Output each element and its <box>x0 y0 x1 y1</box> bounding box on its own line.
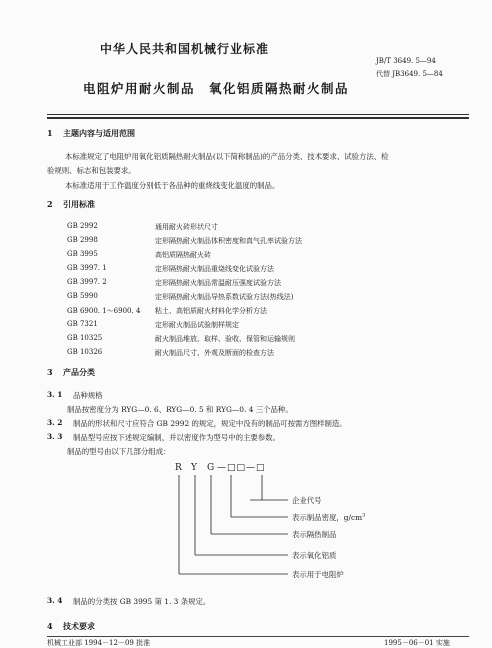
reference-name: 耐火制品堆放、取样、验收、保管和运输规则 <box>155 335 295 343</box>
clause-3-2-text: 制品的形状和尺寸应符合 GB 2992 的规定，规定中没有的制品可按需方图样制造。 <box>73 419 347 428</box>
section-2-number: 2 <box>47 199 53 209</box>
model-label-density-text: 表示制品密度，g/cm <box>292 513 363 522</box>
reference-code: GB 3997. 2 <box>67 278 107 286</box>
reference-name: 定形隔热耐火制品体积密度和真气孔率试验方法 <box>155 237 302 245</box>
section-3-number: 3 <box>47 367 53 377</box>
approval-date: 机械工业部 1994－12－09 批准 <box>47 639 151 647</box>
clause-3-1-text: 制品按密度分为 RYG—0. 6、RYG—0. 5 和 RYG—0. 4 三个品种。 <box>67 405 293 414</box>
model-code-letter-g: G <box>207 463 215 473</box>
reference-code: GB 7321 <box>67 320 98 328</box>
clause-3-3-subtext: 制品的型号由以下几部分组成： <box>67 447 171 456</box>
model-label-company-code: 企业代号 <box>292 496 322 505</box>
reference-code: GB 5990 <box>67 292 98 300</box>
reference-name: 耐火制品尺寸、外观及断面的检查方法 <box>155 349 274 357</box>
standard-number: JB/T 3649. 5—94 <box>376 57 436 65</box>
clause-3-2-number: 3. 2 <box>47 418 63 427</box>
model-label-density <box>292 512 365 523</box>
reference-code: GB 3997. 1 <box>67 264 107 272</box>
reference-code: GB 6900. 1～6900. 4 <box>67 307 141 315</box>
reference-code: GB 10326 <box>67 348 103 356</box>
clause-3-4-text: 制品的分类按 GB 3995 第 1. 3 条规定。 <box>73 597 211 606</box>
model-code-letter-r: R <box>175 463 182 473</box>
issuing-organization: 中华人民共和国机械行业标准 <box>100 42 270 56</box>
footer-rule <box>47 636 469 637</box>
reference-name: 定形隔热耐火制品常温耐压强度试验方法 <box>155 279 281 287</box>
reference-name: 通用耐火砖形状尺寸 <box>155 223 218 231</box>
model-code-tail: —□□—□ <box>217 463 266 473</box>
reference-code: GB 2992 <box>67 222 98 230</box>
reference-name: 粘土、高铝质耐火材料化学分析方法 <box>155 307 267 315</box>
model-label-alumina: 表示氧化铝质 <box>292 551 337 560</box>
model-label-resistance-furnace: 表示用于电阻炉 <box>292 570 344 579</box>
section-1-paragraph-1b: 验规则、标志和包装要求。 <box>47 166 136 175</box>
model-code-letter-y: Y <box>191 463 197 473</box>
reference-code: GB 10325 <box>67 334 103 342</box>
section-1-number: 1 <box>47 128 53 138</box>
section-1-paragraph-2: 本标准适用于工作温度分别低于各品种的重烧线变化温度的制品。 <box>65 181 280 190</box>
clause-3-3-number: 3. 3 <box>47 432 63 441</box>
clause-3-1-number: 3. 1 <box>47 390 63 399</box>
section-1-paragraph-1a: 本标准规定了电阻炉用氧化铝质隔热耐火制品(以下简称制品)的产品分类、技术要求、试验方法、检 <box>65 152 389 161</box>
reference-name: 定形隔热耐火制品重烧线变化试验方法 <box>155 265 274 273</box>
section-3-title: 产品分类 <box>63 367 95 377</box>
reference-name: 高铝质隔热耐火砖 <box>155 251 211 259</box>
reference-code: GB 3995 <box>67 250 98 258</box>
reference-name: 定形隔热耐火制品导热系数试验方法(热线法) <box>155 293 294 301</box>
section-1-title: 主题内容与适用范围 <box>63 128 135 138</box>
clause-3-1-title: 品种规格 <box>73 391 103 400</box>
document-title: 电阻炉用耐火制品 氧化铝质隔热耐火制品 <box>83 81 350 96</box>
section-4-title: 技术要求 <box>63 621 95 631</box>
replaced-standard: 代替 JB3649. 5—84 <box>376 70 443 78</box>
section-4-number: 4 <box>47 621 53 631</box>
reference-name: 定形耐火制品试验制样规定 <box>155 321 239 329</box>
clause-3-4-number: 3. 4 <box>47 596 63 605</box>
section-2-title: 引用标准 <box>63 199 95 209</box>
model-label-density-unit-superscript: 3 <box>362 512 366 519</box>
clause-3-3-text: 制品型号应按下述规定编制，并以密度作为型号中的主要参数。 <box>73 433 280 442</box>
reference-code: GB 2998 <box>67 236 98 244</box>
model-label-insulating: 表示隔热制品 <box>292 530 337 539</box>
implementation-date: 1995－06－01 实施 <box>384 639 450 647</box>
